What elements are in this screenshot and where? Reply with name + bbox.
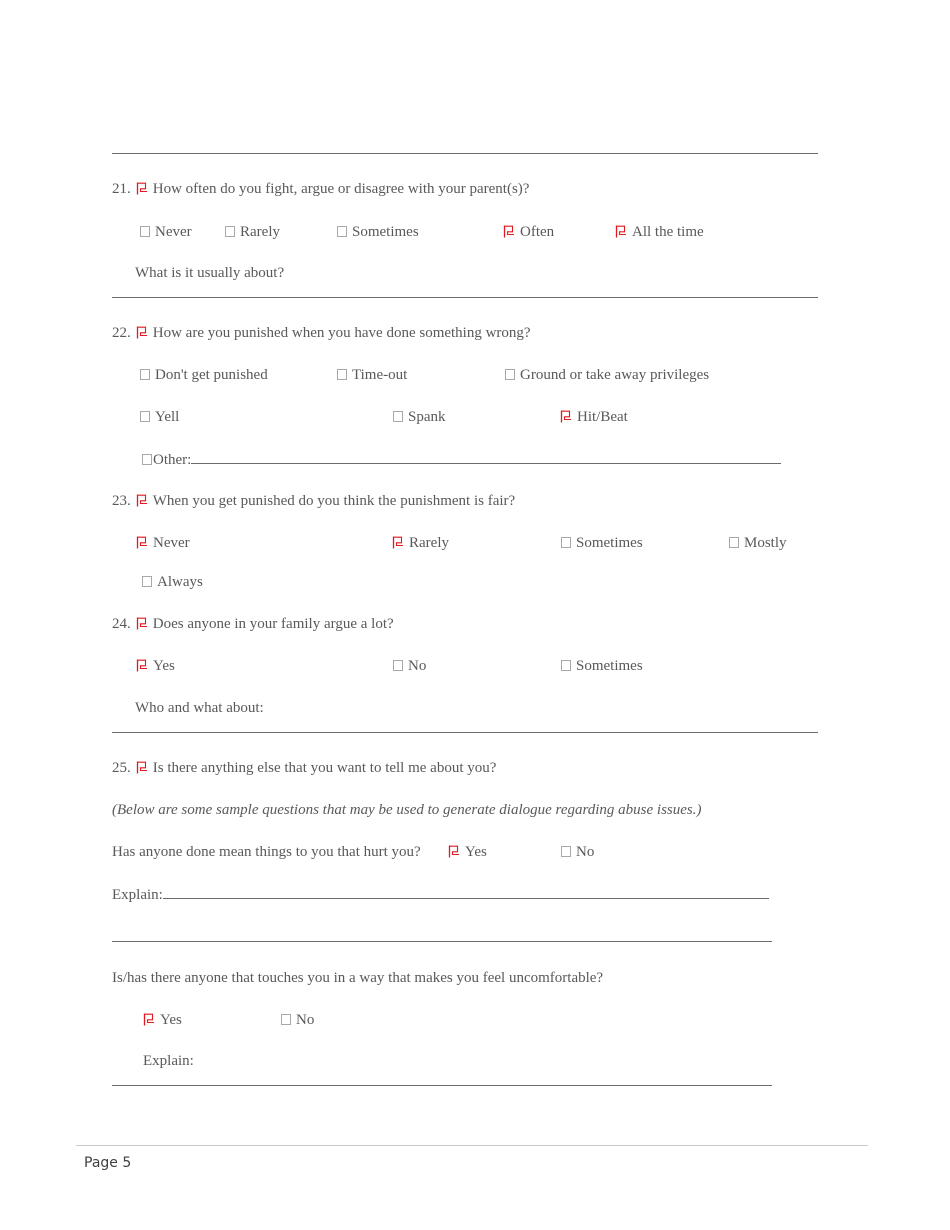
other-answer-line[interactable] bbox=[191, 451, 781, 464]
flag-icon[interactable] bbox=[136, 659, 148, 672]
option-no[interactable]: No bbox=[561, 844, 594, 861]
checkbox[interactable] bbox=[337, 226, 347, 237]
question-22 bbox=[112, 325, 531, 342]
flag-icon[interactable] bbox=[503, 225, 515, 238]
explain-label: Explain: bbox=[143, 1053, 194, 1069]
option-no[interactable]: No bbox=[393, 658, 426, 675]
flag-icon[interactable] bbox=[448, 845, 460, 858]
checkbox[interactable] bbox=[393, 660, 403, 671]
option-mostly[interactable]: Mostly bbox=[729, 535, 787, 552]
checkbox[interactable] bbox=[729, 537, 739, 548]
option-always[interactable]: Always bbox=[142, 574, 203, 591]
flag-icon[interactable] bbox=[392, 536, 404, 549]
question-number: 24. bbox=[112, 616, 131, 632]
checkbox[interactable] bbox=[281, 1014, 291, 1025]
question-24 bbox=[112, 616, 394, 633]
checkbox[interactable] bbox=[561, 537, 571, 548]
flag-icon bbox=[136, 617, 148, 630]
flag-icon bbox=[136, 761, 148, 774]
explain-answer-line[interactable] bbox=[163, 886, 769, 899]
option-yes[interactable]: Yes bbox=[136, 658, 175, 675]
question-text: When you get punished do you think the punishment is fair? bbox=[152, 493, 516, 509]
checkbox[interactable] bbox=[393, 411, 403, 422]
checkbox[interactable] bbox=[561, 660, 571, 671]
checkbox[interactable] bbox=[140, 411, 150, 422]
followup-label: What is it usually about? bbox=[135, 265, 285, 281]
answer-line[interactable] bbox=[112, 941, 772, 942]
flag-icon[interactable] bbox=[615, 225, 627, 238]
flag-icon bbox=[136, 326, 148, 339]
checkbox[interactable] bbox=[142, 454, 152, 465]
flag-icon[interactable] bbox=[560, 410, 572, 423]
option-ground[interactable]: Ground or take away privileges bbox=[505, 367, 709, 384]
followup-label: Who and what about: bbox=[135, 700, 264, 716]
option-sometimes[interactable]: Sometimes bbox=[561, 535, 643, 552]
checkbox[interactable] bbox=[337, 369, 347, 380]
question-25 bbox=[112, 760, 496, 777]
question-23 bbox=[112, 493, 515, 510]
option-hit-beat[interactable]: Hit/Beat bbox=[560, 409, 628, 426]
checkbox[interactable] bbox=[561, 846, 571, 857]
explain-label: Explain: bbox=[112, 887, 163, 903]
option-sometimes[interactable]: Sometimes bbox=[337, 224, 419, 241]
flag-icon[interactable] bbox=[143, 1013, 155, 1026]
sample-questions-note: (Below are some sample questions that may be used to generate dialogue regarding abuse issues.) bbox=[112, 802, 702, 818]
question-number: 23. bbox=[112, 493, 131, 509]
option-time-out[interactable]: Time-out bbox=[337, 367, 407, 384]
question-number: 22. bbox=[112, 325, 131, 341]
flag-icon bbox=[136, 182, 148, 195]
question-number: 21. bbox=[112, 181, 131, 197]
question-text: Does anyone in your family argue a lot? bbox=[152, 616, 394, 632]
option-often[interactable]: Often bbox=[503, 224, 554, 241]
flag-icon bbox=[136, 494, 148, 507]
question-text: How often do you fight, argue or disagree with your parent(s)? bbox=[152, 181, 530, 197]
abuse-question-1: Has anyone done mean things to you that hurt you? bbox=[112, 844, 421, 860]
question-number: 25. bbox=[112, 760, 131, 776]
answer-line[interactable] bbox=[112, 732, 818, 733]
question-text: How are you punished when you have done something wrong? bbox=[152, 325, 531, 341]
option-all-the-time[interactable]: All the time bbox=[615, 224, 704, 241]
option-spank[interactable]: Spank bbox=[393, 409, 446, 426]
page-number: Page 5 bbox=[84, 1155, 132, 1171]
option-rarely[interactable]: Rarely bbox=[225, 224, 280, 241]
question-21 bbox=[112, 181, 529, 198]
option-other[interactable]: Other: bbox=[142, 451, 781, 469]
answer-line[interactable] bbox=[112, 1085, 772, 1086]
flag-icon[interactable] bbox=[136, 536, 148, 549]
separator-line bbox=[112, 153, 818, 154]
checkbox[interactable] bbox=[142, 576, 152, 587]
option-yes[interactable]: Yes bbox=[448, 844, 487, 861]
abuse-question-2: Is/has there anyone that touches you in a way that makes you feel uncomfortable? bbox=[112, 970, 604, 986]
option-yes[interactable]: Yes bbox=[143, 1012, 182, 1029]
option-dont-get-punished[interactable]: Don't get punished bbox=[140, 367, 268, 384]
checkbox[interactable] bbox=[140, 226, 150, 237]
option-never[interactable]: Never bbox=[140, 224, 192, 241]
option-yell[interactable]: Yell bbox=[140, 409, 179, 426]
explain-field bbox=[112, 886, 769, 904]
option-sometimes[interactable]: Sometimes bbox=[561, 658, 643, 675]
checkbox[interactable] bbox=[140, 369, 150, 380]
answer-line[interactable] bbox=[112, 297, 818, 298]
question-text: Is there anything else that you want to tell me about you? bbox=[152, 760, 497, 776]
option-rarely[interactable]: Rarely bbox=[392, 535, 449, 552]
checkbox[interactable] bbox=[225, 226, 235, 237]
footer-divider bbox=[76, 1145, 868, 1146]
option-no[interactable]: No bbox=[281, 1012, 314, 1029]
option-never[interactable]: Never bbox=[136, 535, 190, 552]
checkbox[interactable] bbox=[505, 369, 515, 380]
